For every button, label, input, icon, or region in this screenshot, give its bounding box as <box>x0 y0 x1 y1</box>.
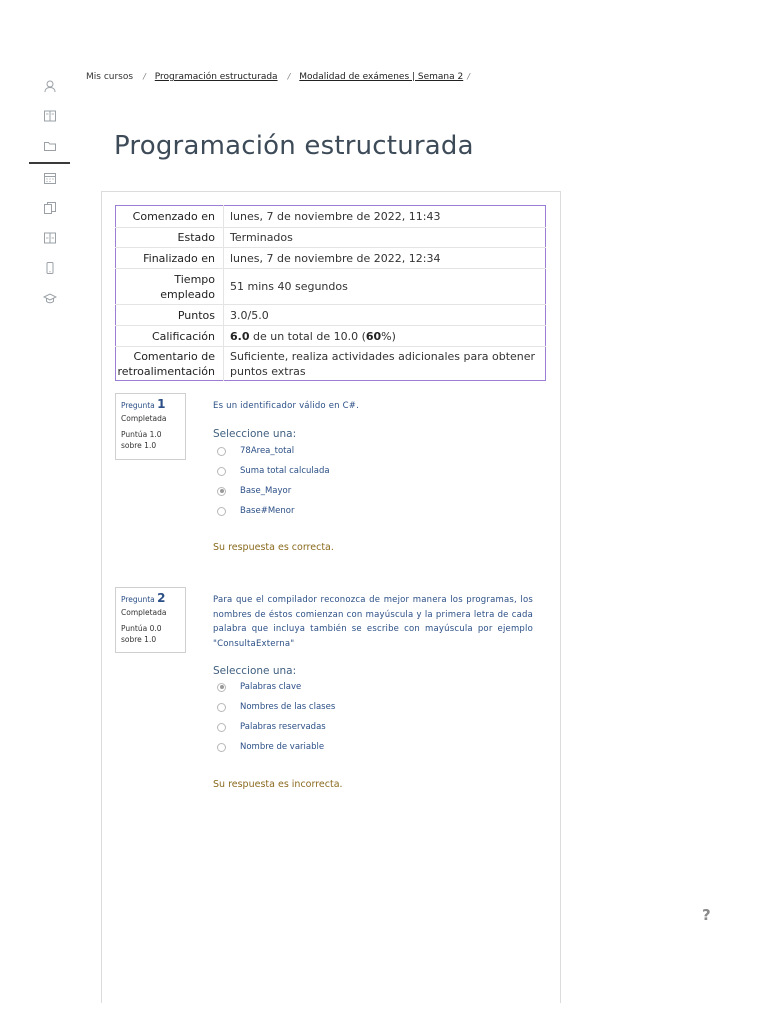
summary-value: 51 mins 40 segundos <box>224 269 546 305</box>
breadcrumb-separator: / <box>287 72 291 81</box>
radio-button-checked[interactable] <box>217 683 226 692</box>
option-label: Suma total calculada <box>240 466 330 476</box>
summary-row-comentario <box>116 347 546 381</box>
breadcrumb-separator: / <box>143 72 146 81</box>
answer-option-selected[interactable] <box>217 680 301 694</box>
question-state: Completada <box>121 414 167 423</box>
summary-label: Comentario de retroalimentación <box>116 347 224 381</box>
summary-label: Calificación <box>116 326 224 347</box>
option-label: Base#Menor <box>240 506 295 516</box>
summary-value: 3.0/5.0 <box>224 305 546 326</box>
summary-value: lunes, 7 de noviembre de 2022, 11:43 <box>224 206 546 228</box>
user-icon[interactable] <box>43 79 59 95</box>
page-title: Programación estructurada <box>114 131 474 161</box>
summary-row-estado <box>116 228 546 248</box>
question-text: Para que el compilador reconozca de mejor manera los programas, los nombres de éstos comienzan con mayúscula y la primera letra de cada palabra que incluya también se escribe con mayúscula por ejemplo "ConsultaExterna" <box>213 595 533 649</box>
option-label: 78Area_total <box>240 446 295 456</box>
answer-option-selected[interactable] <box>217 484 291 498</box>
question-grade: Puntúa 0.0 sobre 1.0 <box>121 624 162 644</box>
summary-label: Estado <box>116 228 224 248</box>
option-label: Nombres de las clases <box>240 702 336 712</box>
answer-feedback: Su respuesta es incorrecta. <box>213 779 343 790</box>
grade-score: 6.0 <box>230 329 250 343</box>
question-grade: Puntúa 1.0 sobre 1.0 <box>121 430 162 450</box>
breadcrumb-separator: / <box>467 72 470 81</box>
answer-option[interactable] <box>217 444 294 458</box>
graduation-cap-icon[interactable] <box>43 291 59 307</box>
answer-option[interactable] <box>217 720 326 734</box>
radio-button[interactable] <box>217 447 226 456</box>
summary-value: lunes, 7 de noviembre de 2022, 12:34 <box>224 248 546 269</box>
answer-prompt: Seleccione una: <box>213 428 297 440</box>
option-label: Palabras reservadas <box>240 722 326 732</box>
book-open-icon[interactable] <box>43 231 59 247</box>
radio-button[interactable] <box>217 723 226 732</box>
summary-label: Puntos <box>116 305 224 326</box>
radio-button[interactable] <box>217 703 226 712</box>
answer-option[interactable] <box>217 504 294 518</box>
summary-label: Finalizado en <box>116 248 224 269</box>
summary-row-tiempo <box>116 269 546 305</box>
answer-prompt: Seleccione una: <box>213 665 297 677</box>
summary-row-finalizado <box>116 248 546 269</box>
question-label: Pregunta <box>121 401 155 410</box>
grade-text: de un total de 10.0 ( <box>249 329 366 343</box>
summary-label: Comenzado en <box>116 206 224 228</box>
folder-icon[interactable] <box>43 139 59 155</box>
mobile-icon[interactable] <box>43 261 59 277</box>
book-icon[interactable] <box>43 109 59 125</box>
summary-row-calificacion <box>116 326 546 347</box>
help-button[interactable]: ? <box>702 906 711 924</box>
summary-value <box>224 326 546 347</box>
copy-icon[interactable] <box>43 201 59 217</box>
answer-option[interactable] <box>217 740 324 754</box>
grade-percent: 60 <box>365 329 382 343</box>
option-label: Palabras clave <box>240 682 302 692</box>
question-label: Pregunta <box>121 595 155 604</box>
question-number: 2 <box>157 591 166 605</box>
option-label: Nombre de variable <box>240 742 325 752</box>
summary-row-comenzado <box>116 206 546 228</box>
radio-button[interactable] <box>217 467 226 476</box>
question-state: Completada <box>121 608 167 617</box>
question-text: Es un identificador válido en C#. <box>213 401 360 411</box>
calendar-icon[interactable] <box>43 171 59 187</box>
answer-option[interactable] <box>217 464 330 478</box>
breadcrumb <box>86 72 479 82</box>
summary-row-puntos <box>116 305 546 326</box>
summary-label: Tiempo empleado <box>116 269 224 305</box>
radio-button-checked[interactable] <box>217 487 226 496</box>
summary-value: Suficiente, realiza actividades adicionales para obtener puntos extras <box>230 349 536 378</box>
grade-text-end: %) <box>381 329 396 343</box>
radio-button[interactable] <box>217 507 226 516</box>
sidebar-active-indicator <box>29 162 70 164</box>
radio-button[interactable] <box>217 743 226 752</box>
question-info-box <box>115 587 186 653</box>
option-label: Base_Mayor <box>240 486 292 496</box>
breadcrumb-section[interactable]: Modalidad de exámenes | Semana 2 <box>299 72 464 82</box>
question-number: 1 <box>157 397 166 411</box>
question-info-box <box>115 393 186 460</box>
left-sidebar <box>0 0 80 1024</box>
summary-value: Terminados <box>224 228 546 248</box>
breadcrumb-course[interactable]: Programación estructurada <box>154 72 278 82</box>
answer-feedback: Su respuesta es correcta. <box>213 542 334 553</box>
attempt-summary-table <box>115 205 546 381</box>
answer-option[interactable] <box>217 700 335 714</box>
breadcrumb-mis-cursos[interactable]: Mis cursos <box>86 72 134 82</box>
